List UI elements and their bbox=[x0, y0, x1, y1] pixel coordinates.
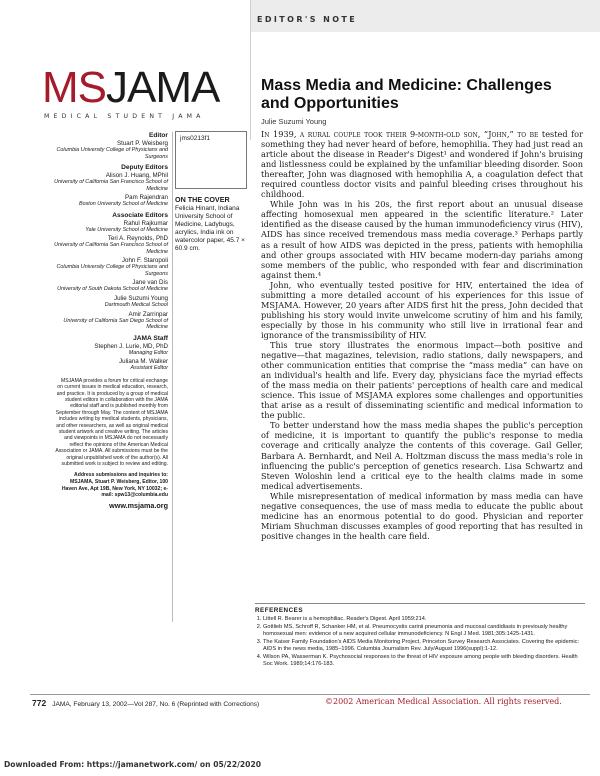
masthead-role: Editor bbox=[148, 132, 168, 139]
person-affiliation: Managing Editor bbox=[128, 349, 168, 356]
reference-item: 3. The Kaiser Family Foundation's AIDS Media Monitoring Project, Princeton Survey Research Associates. Covering the epidemic: AIDS in the news media, 1985–1996. Columbia Journalism Rev. July/August 1996(suppl):1-12. bbox=[263, 639, 585, 653]
citation-text: JAMA, February 13, 2002—Vol 287, No. 6 (Reprinted with Corrections) bbox=[52, 701, 260, 708]
references-heading: REFERENCES bbox=[255, 607, 304, 614]
section-label: EDITOR'S NOTE bbox=[257, 15, 358, 24]
person-name: Teri A. Reynolds, PhD bbox=[107, 235, 168, 243]
logo-ms: MS bbox=[42, 63, 106, 112]
body-paragraph: To better understand how the mass media shapes the public's perception of medicine, it is important to quantify the public's response to media coverage and critically analyze the contents of this coverage. Gail Geller, Barbara A. Bernhardt, and Neil A. Holtzman discuss the mass media's role in influencing the public's perception of genetics research. Lisa Schwartz and Steven Woloshin lend a critical eye to the health claims made in some medical advertisements. bbox=[261, 420, 583, 491]
masthead-person bbox=[54, 235, 168, 255]
person-name: Stuart P. Weisberg bbox=[116, 140, 168, 147]
body-paragraph: This true story illustrates the enormous impact—both positive and negative—that magazines, television, radio stations, daily newspapers, and other communication entities that comprise the “mass media” can have on an individual's health and life. Every day, physicians face the myriad effects of the mass media on their patients' perceptions of health care and medical science. This issue of MSJAMA explores some challenges and opportunities that arise as a result of disseminating scientific and medical information to the public. bbox=[261, 339, 583, 421]
person-affiliation: Yale University School of Medicine bbox=[85, 226, 168, 233]
masthead-person bbox=[54, 358, 168, 372]
person-affiliation: Dartmouth Medical School bbox=[104, 302, 168, 309]
person-name: Rahul Rajkumar bbox=[123, 219, 168, 227]
person-affiliation: University of California San Francisco School of Medicine bbox=[54, 179, 168, 192]
references-list bbox=[255, 616, 585, 668]
person-name: Stephen J. Lurie, MD, PhD bbox=[94, 342, 168, 350]
body-paragraph: While John was in his 20s, the first report about an unusual disease affecting homosexual men appeared in the scientific literature.² Later identified as the disease caused by the human immunodeficiency virus (HIV), AIDS has since received tremendous mass media coverage.³ Perhaps partly as a result of how AIDS was depicted in the press, patients with hemophilia and other groups associated with HIV became modern-day pariahs among some members of the public, who responded with fear and discrimination against them.⁴ bbox=[261, 199, 583, 280]
article-title: Mass Media and Medicine: Challenges and Opportunities bbox=[261, 77, 552, 112]
article-body bbox=[261, 129, 583, 541]
lead-in: In 1939, a rural couple took their 9-month-old son, “John,” to be bbox=[261, 129, 539, 139]
header-divider bbox=[250, 0, 251, 140]
person-name: Pam Rajendran bbox=[125, 194, 168, 202]
cover-heading: ON THE COVER bbox=[175, 195, 230, 204]
download-stamp: Downloaded From: https://jamanetwork.com/ on 05/22/2020 bbox=[4, 760, 262, 769]
reference-item: 2. Gottlieb MS, Schroff R, Schanker HM, et al. Pneumocystis carinii pneumonia and mucosal candidiasis in previously healthy homosexual men: evidence of a new acquired cellular immunodeficiency. N Engl J Med. 1981;305:1425-1431. bbox=[263, 624, 585, 638]
person-name: Jane van Dis bbox=[132, 279, 168, 287]
masthead-person bbox=[54, 220, 168, 234]
copyright: ©2002 American Medical Association. All rights reserved. bbox=[325, 697, 562, 706]
logo-jama: JAMA bbox=[106, 63, 220, 112]
masthead-website-link[interactable]: www.msjama.org bbox=[109, 500, 168, 510]
person-name: Alison J. Huang, MPhil bbox=[105, 172, 168, 180]
person-affiliation: University of California San Diego School of Medicine bbox=[63, 317, 168, 331]
cover-image-id: jms0213f1 bbox=[180, 135, 210, 142]
masthead-address: Address submissions and inquiries to: MSJAMA, Stuart P. Weisberg, Editor, 100 Haven Ave, Apt 19B, New York, NY 10032; e-mail: spw13@columbia.edu bbox=[61, 472, 168, 499]
person-name: John F. Staropoli bbox=[121, 257, 168, 265]
masthead-person bbox=[54, 257, 168, 277]
masthead-person bbox=[54, 194, 168, 208]
paragraph-text: tested for something they had never heard of before, hemophilia. They had just read an article about the disease in Reader's Digest¹ and wondered if John's bruising and listlessness could be explained by the unfamiliar bleeding disorder. Soon thereafter, John was diagnosed with hemophilia A, a coagulation defect that required countless doctor visits and painful bleeding crises throughout his childhood. bbox=[261, 129, 583, 200]
masthead-person bbox=[54, 279, 168, 293]
logo-subtitle: MEDICAL STUDENT JAMA bbox=[44, 113, 205, 120]
person-name: Juliana M. Walker bbox=[119, 358, 168, 366]
reference-item: 4. Wilson PA, Wasserman K. Psychosocial responses to the threat of HIV exposure among people with bleeding disorders. Health Soc Work. 1989;14:176-183. bbox=[263, 654, 585, 668]
cover-caption: Felicia Hinant, Indiana University School of Medicine, Ladybugs, acrylics, India ink on watercolor paper, 45.7 × 60.9 cm. bbox=[175, 205, 245, 252]
person-name: Julie Suzumi Young bbox=[113, 294, 168, 302]
person-affiliation: Columbia University College of Physicians and Surgeons bbox=[56, 147, 168, 160]
masthead-role: JAMA Staff bbox=[133, 334, 168, 342]
body-paragraph: While misrepresentation of medical information by mass media can have negative consequences, the use of mass media to educate the public about medicine has an enormous potential to do good. Physician and reporter Miriam Shuchman discusses examples of good reporting that has resulted in positive changes in the health care field. bbox=[261, 490, 583, 541]
masthead-person bbox=[54, 295, 168, 309]
masthead-person bbox=[54, 172, 168, 192]
reference-item: 1. Littell R. Bearer is a hemophiliac. Reader's Digest. April 1959:214. bbox=[263, 616, 585, 623]
person-affiliation: University of California San Francisco School of Medicine bbox=[54, 242, 168, 255]
masthead-person bbox=[54, 140, 168, 160]
masthead bbox=[54, 132, 168, 510]
person-affiliation: Boston University School of Medicine bbox=[79, 201, 168, 208]
masthead-person bbox=[54, 311, 168, 331]
masthead-divider bbox=[172, 132, 173, 622]
references bbox=[255, 603, 585, 669]
person-name: Amir Zarrinpar bbox=[128, 310, 168, 318]
article-author: Julie Suzumi Young bbox=[261, 117, 327, 126]
msjama-logo bbox=[42, 63, 220, 112]
masthead-role: Associate Editors bbox=[112, 211, 168, 219]
person-affiliation: University of South Dakota School of Medicine bbox=[57, 286, 168, 293]
page-number: 772 bbox=[32, 698, 47, 708]
masthead-note: MSJAMA provides a forum for critical exchange on current issues in medical education, research, and practice. It is produced by a group of medical student editors in collaboration with the JAMA editorial staff and is published monthly from September through May. The content of MSJAMA includes writing by medical students, physicians, and other researchers, as well as original medical student artwork and creative writing. The articles and viewpoints in MSJAMA do not necessarily reflect the opinions of the American Medical Association or JAMA. All submissions must be the original unpublished work of the author(s). All submitted work is subject to review and editing. bbox=[55, 377, 168, 468]
masthead-person bbox=[54, 343, 168, 357]
person-affiliation: Columbia University College of Physicians and Surgeons bbox=[56, 264, 168, 277]
body-paragraph: John, who eventually tested positive for HIV, entertained the idea of submitting a more detailed account of his experiences for this issue of MSJAMA. However, 20 years after AIDS first hit the press, John decided that publishing his story would invite unwelcome scrutiny of him and his family, especially by those in his community who still live in irrational fear and ignorance of the transmissibility of HIV. bbox=[261, 279, 583, 340]
footer-citation bbox=[32, 698, 259, 708]
masthead-role: Deputy Editors bbox=[121, 164, 168, 172]
body-paragraph bbox=[261, 129, 583, 199]
references-divider bbox=[255, 603, 585, 604]
person-affiliation: Assistant Editor bbox=[130, 365, 168, 372]
footer-divider bbox=[30, 694, 590, 695]
